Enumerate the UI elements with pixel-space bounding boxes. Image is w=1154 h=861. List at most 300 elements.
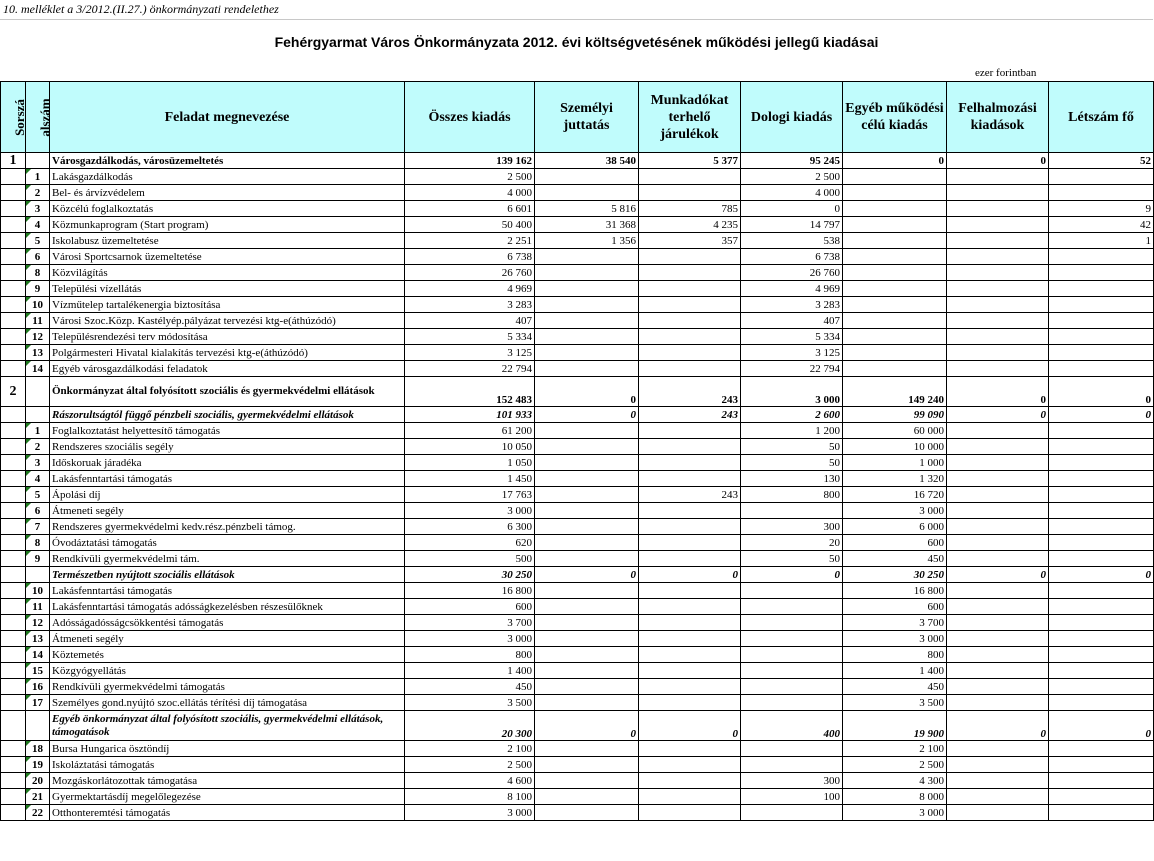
headcount-cell[interactable] bbox=[1049, 757, 1154, 773]
contrib-cell[interactable] bbox=[639, 757, 741, 773]
contrib-cell[interactable] bbox=[639, 265, 741, 281]
contrib-cell[interactable]: 243 bbox=[639, 487, 741, 503]
sorszam-cell[interactable] bbox=[1, 711, 26, 741]
alszam-cell[interactable]: 2 bbox=[26, 439, 50, 455]
task-name-cell[interactable]: Köztemetés bbox=[50, 647, 405, 663]
headcount-cell[interactable]: 0 bbox=[1049, 407, 1154, 423]
personal-cell[interactable] bbox=[535, 169, 639, 185]
other-cell[interactable]: 2 100 bbox=[843, 741, 947, 757]
contrib-cell[interactable] bbox=[639, 663, 741, 679]
headcount-cell[interactable]: 9 bbox=[1049, 201, 1154, 217]
personal-cell[interactable] bbox=[535, 265, 639, 281]
task-name-cell[interactable]: Polgármesteri Hivatal kialakítás tervezési ktg-e(áthúzódó) bbox=[50, 345, 405, 361]
task-name-cell[interactable]: Városi Szoc.Közp. Kastélyép.pályázat tervezési ktg-e(áthúzódó) bbox=[50, 313, 405, 329]
other-cell[interactable]: 4 300 bbox=[843, 773, 947, 789]
other-cell[interactable]: 1 320 bbox=[843, 471, 947, 487]
total-cell[interactable]: 600 bbox=[405, 599, 535, 615]
task-name-cell[interactable]: Vízműtelep tartalékenergia biztosítása bbox=[50, 297, 405, 313]
headcount-cell[interactable] bbox=[1049, 551, 1154, 567]
total-cell[interactable]: 8 100 bbox=[405, 789, 535, 805]
total-cell[interactable]: 22 794 bbox=[405, 361, 535, 377]
total-cell[interactable]: 139 162 bbox=[405, 153, 535, 169]
capital-cell[interactable] bbox=[947, 217, 1049, 233]
contrib-cell[interactable] bbox=[639, 329, 741, 345]
material-cell[interactable]: 6 738 bbox=[741, 249, 843, 265]
capital-cell[interactable] bbox=[947, 583, 1049, 599]
material-cell[interactable]: 4 969 bbox=[741, 281, 843, 297]
other-cell[interactable]: 3 500 bbox=[843, 695, 947, 711]
total-cell[interactable]: 30 250 bbox=[405, 567, 535, 583]
total-cell[interactable]: 500 bbox=[405, 551, 535, 567]
total-cell[interactable]: 2 251 bbox=[405, 233, 535, 249]
headcount-cell[interactable] bbox=[1049, 741, 1154, 757]
alszam-cell[interactable]: 10 bbox=[26, 297, 50, 313]
alszam-cell[interactable] bbox=[26, 153, 50, 169]
sorszam-cell[interactable] bbox=[1, 423, 26, 439]
contrib-cell[interactable] bbox=[639, 679, 741, 695]
sorszam-cell[interactable] bbox=[1, 805, 26, 821]
headcount-cell[interactable] bbox=[1049, 615, 1154, 631]
contrib-cell[interactable]: 5 377 bbox=[639, 153, 741, 169]
contrib-cell[interactable] bbox=[639, 631, 741, 647]
other-cell[interactable]: 6 000 bbox=[843, 519, 947, 535]
capital-cell[interactable] bbox=[947, 631, 1049, 647]
material-cell[interactable]: 20 bbox=[741, 535, 843, 551]
material-cell[interactable]: 50 bbox=[741, 439, 843, 455]
material-cell[interactable]: 2 600 bbox=[741, 407, 843, 423]
other-cell[interactable] bbox=[843, 233, 947, 249]
contrib-cell[interactable] bbox=[639, 297, 741, 313]
personal-cell[interactable]: 31 368 bbox=[535, 217, 639, 233]
alszam-cell[interactable]: 6 bbox=[26, 249, 50, 265]
headcount-cell[interactable] bbox=[1049, 519, 1154, 535]
alszam-cell[interactable] bbox=[26, 407, 50, 423]
other-cell[interactable]: 800 bbox=[843, 647, 947, 663]
headcount-cell[interactable] bbox=[1049, 471, 1154, 487]
alszam-cell[interactable]: 13 bbox=[26, 631, 50, 647]
alszam-cell[interactable]: 12 bbox=[26, 329, 50, 345]
total-cell[interactable]: 1 450 bbox=[405, 471, 535, 487]
capital-cell[interactable] bbox=[947, 647, 1049, 663]
sorszam-cell[interactable] bbox=[1, 471, 26, 487]
capital-cell[interactable] bbox=[947, 169, 1049, 185]
total-cell[interactable]: 5 334 bbox=[405, 329, 535, 345]
material-cell[interactable] bbox=[741, 741, 843, 757]
alszam-cell[interactable]: 1 bbox=[26, 423, 50, 439]
material-cell[interactable]: 3 125 bbox=[741, 345, 843, 361]
header-sorszam[interactable]: Sorszá bbox=[1, 82, 26, 153]
sorszam-cell[interactable] bbox=[1, 647, 26, 663]
capital-cell[interactable] bbox=[947, 281, 1049, 297]
personal-cell[interactable] bbox=[535, 741, 639, 757]
task-name-cell[interactable]: Települési vízellátás bbox=[50, 281, 405, 297]
header-jarulekok[interactable]: Munkadókat terhelő járulékok bbox=[639, 82, 741, 153]
headcount-cell[interactable] bbox=[1049, 805, 1154, 821]
material-cell[interactable]: 3 000 bbox=[741, 377, 843, 407]
alszam-cell[interactable]: 7 bbox=[26, 519, 50, 535]
contrib-cell[interactable]: 243 bbox=[639, 377, 741, 407]
capital-cell[interactable] bbox=[947, 201, 1049, 217]
other-cell[interactable] bbox=[843, 201, 947, 217]
sorszam-cell[interactable] bbox=[1, 599, 26, 615]
contrib-cell[interactable] bbox=[639, 503, 741, 519]
contrib-cell[interactable] bbox=[639, 535, 741, 551]
other-cell[interactable] bbox=[843, 281, 947, 297]
personal-cell[interactable]: 0 bbox=[535, 407, 639, 423]
total-cell[interactable]: 101 933 bbox=[405, 407, 535, 423]
other-cell[interactable] bbox=[843, 185, 947, 201]
material-cell[interactable]: 130 bbox=[741, 471, 843, 487]
total-cell[interactable]: 10 050 bbox=[405, 439, 535, 455]
total-cell[interactable]: 61 200 bbox=[405, 423, 535, 439]
alszam-cell[interactable]: 15 bbox=[26, 663, 50, 679]
sorszam-cell[interactable] bbox=[1, 329, 26, 345]
personal-cell[interactable] bbox=[535, 471, 639, 487]
sorszam-cell[interactable] bbox=[1, 201, 26, 217]
personal-cell[interactable] bbox=[535, 647, 639, 663]
task-name-cell[interactable]: Iskolabusz üzemeltetése bbox=[50, 233, 405, 249]
total-cell[interactable]: 6 738 bbox=[405, 249, 535, 265]
sorszam-cell[interactable] bbox=[1, 233, 26, 249]
headcount-cell[interactable] bbox=[1049, 169, 1154, 185]
capital-cell[interactable] bbox=[947, 361, 1049, 377]
personal-cell[interactable] bbox=[535, 329, 639, 345]
alszam-cell[interactable]: 4 bbox=[26, 471, 50, 487]
headcount-cell[interactable] bbox=[1049, 313, 1154, 329]
alszam-cell[interactable]: 17 bbox=[26, 695, 50, 711]
headcount-cell[interactable] bbox=[1049, 265, 1154, 281]
task-name-cell[interactable]: Rendszeres szociális segély bbox=[50, 439, 405, 455]
sorszam-cell[interactable] bbox=[1, 185, 26, 201]
other-cell[interactable]: 0 bbox=[843, 153, 947, 169]
task-name-cell[interactable]: Városi Sportcsarnok üzemeltetése bbox=[50, 249, 405, 265]
capital-cell[interactable] bbox=[947, 679, 1049, 695]
capital-cell[interactable] bbox=[947, 789, 1049, 805]
capital-cell[interactable] bbox=[947, 439, 1049, 455]
other-cell[interactable]: 450 bbox=[843, 679, 947, 695]
personal-cell[interactable] bbox=[535, 313, 639, 329]
header-feladat[interactable]: Feladat megnevezése bbox=[50, 82, 405, 153]
other-cell[interactable] bbox=[843, 345, 947, 361]
material-cell[interactable] bbox=[741, 757, 843, 773]
contrib-cell[interactable] bbox=[639, 551, 741, 567]
capital-cell[interactable] bbox=[947, 535, 1049, 551]
task-name-cell[interactable]: Lakásfenntartási támogatás bbox=[50, 583, 405, 599]
material-cell[interactable] bbox=[741, 583, 843, 599]
other-cell[interactable] bbox=[843, 217, 947, 233]
capital-cell[interactable] bbox=[947, 695, 1049, 711]
material-cell[interactable]: 3 283 bbox=[741, 297, 843, 313]
other-cell[interactable] bbox=[843, 249, 947, 265]
capital-cell[interactable] bbox=[947, 185, 1049, 201]
contrib-cell[interactable] bbox=[639, 789, 741, 805]
task-name-cell[interactable]: Közgyógyellátás bbox=[50, 663, 405, 679]
capital-cell[interactable] bbox=[947, 329, 1049, 345]
other-cell[interactable]: 600 bbox=[843, 535, 947, 551]
capital-cell[interactable] bbox=[947, 313, 1049, 329]
task-name-cell[interactable]: Természetben nyújtott szociális ellátások bbox=[50, 567, 405, 583]
contrib-cell[interactable]: 785 bbox=[639, 201, 741, 217]
header-alszam[interactable]: alszám bbox=[26, 82, 50, 153]
alszam-cell[interactable]: 16 bbox=[26, 679, 50, 695]
material-cell[interactable]: 300 bbox=[741, 519, 843, 535]
headcount-cell[interactable] bbox=[1049, 789, 1154, 805]
total-cell[interactable]: 4 000 bbox=[405, 185, 535, 201]
sorszam-cell[interactable] bbox=[1, 503, 26, 519]
headcount-cell[interactable]: 42 bbox=[1049, 217, 1154, 233]
headcount-cell[interactable] bbox=[1049, 663, 1154, 679]
sorszam-cell[interactable]: 2 bbox=[1, 377, 26, 407]
sorszam-cell[interactable] bbox=[1, 757, 26, 773]
header-szemelyi[interactable]: Személyi juttatás bbox=[535, 82, 639, 153]
alszam-cell[interactable]: 3 bbox=[26, 455, 50, 471]
personal-cell[interactable] bbox=[535, 583, 639, 599]
sorszam-cell[interactable] bbox=[1, 407, 26, 423]
headcount-cell[interactable] bbox=[1049, 249, 1154, 265]
headcount-cell[interactable] bbox=[1049, 423, 1154, 439]
capital-cell[interactable] bbox=[947, 471, 1049, 487]
alszam-cell[interactable]: 18 bbox=[26, 741, 50, 757]
contrib-cell[interactable] bbox=[639, 361, 741, 377]
contrib-cell[interactable] bbox=[639, 599, 741, 615]
capital-cell[interactable] bbox=[947, 741, 1049, 757]
task-name-cell[interactable]: Egyéb önkormányzat által folyósított szociális, gyermekvédelmi ellátások, támogatások bbox=[50, 711, 405, 741]
sorszam-cell[interactable] bbox=[1, 615, 26, 631]
contrib-cell[interactable] bbox=[639, 185, 741, 201]
personal-cell[interactable] bbox=[535, 757, 639, 773]
material-cell[interactable] bbox=[741, 599, 843, 615]
headcount-cell[interactable] bbox=[1049, 281, 1154, 297]
capital-cell[interactable] bbox=[947, 805, 1049, 821]
sorszam-cell[interactable] bbox=[1, 455, 26, 471]
alszam-cell[interactable] bbox=[26, 567, 50, 583]
alszam-cell[interactable]: 22 bbox=[26, 805, 50, 821]
alszam-cell[interactable]: 19 bbox=[26, 757, 50, 773]
personal-cell[interactable] bbox=[535, 345, 639, 361]
capital-cell[interactable]: 0 bbox=[947, 377, 1049, 407]
headcount-cell[interactable] bbox=[1049, 773, 1154, 789]
task-name-cell[interactable]: Közmunkaprogram (Start program) bbox=[50, 217, 405, 233]
capital-cell[interactable] bbox=[947, 345, 1049, 361]
contrib-cell[interactable] bbox=[639, 345, 741, 361]
task-name-cell[interactable]: Foglalkoztatást helyettesítő támogatás bbox=[50, 423, 405, 439]
alszam-cell[interactable]: 1 bbox=[26, 169, 50, 185]
personal-cell[interactable] bbox=[535, 487, 639, 503]
personal-cell[interactable] bbox=[535, 551, 639, 567]
alszam-cell[interactable]: 14 bbox=[26, 647, 50, 663]
headcount-cell[interactable] bbox=[1049, 599, 1154, 615]
personal-cell[interactable] bbox=[535, 439, 639, 455]
task-name-cell[interactable]: Rendkívüli gyermekvédelmi támogatás bbox=[50, 679, 405, 695]
task-name-cell[interactable]: Egyéb városgazdálkodási feladatok bbox=[50, 361, 405, 377]
other-cell[interactable]: 16 800 bbox=[843, 583, 947, 599]
capital-cell[interactable] bbox=[947, 599, 1049, 615]
task-name-cell[interactable]: Időskoruak járadéka bbox=[50, 455, 405, 471]
alszam-cell[interactable]: 9 bbox=[26, 281, 50, 297]
capital-cell[interactable] bbox=[947, 487, 1049, 503]
alszam-cell[interactable]: 21 bbox=[26, 789, 50, 805]
sorszam-cell[interactable] bbox=[1, 741, 26, 757]
capital-cell[interactable] bbox=[947, 297, 1049, 313]
contrib-cell[interactable] bbox=[639, 773, 741, 789]
material-cell[interactable] bbox=[741, 631, 843, 647]
personal-cell[interactable] bbox=[535, 789, 639, 805]
header-dologi[interactable]: Dologi kiadás bbox=[741, 82, 843, 153]
alszam-cell[interactable]: 11 bbox=[26, 599, 50, 615]
capital-cell[interactable] bbox=[947, 265, 1049, 281]
material-cell[interactable]: 400 bbox=[741, 711, 843, 741]
material-cell[interactable]: 407 bbox=[741, 313, 843, 329]
task-name-cell[interactable]: Közcélú foglalkoztatás bbox=[50, 201, 405, 217]
alszam-cell[interactable]: 12 bbox=[26, 615, 50, 631]
contrib-cell[interactable] bbox=[639, 615, 741, 631]
material-cell[interactable]: 50 bbox=[741, 455, 843, 471]
sorszam-cell[interactable] bbox=[1, 345, 26, 361]
material-cell[interactable] bbox=[741, 695, 843, 711]
total-cell[interactable]: 3 700 bbox=[405, 615, 535, 631]
total-cell[interactable]: 3 000 bbox=[405, 503, 535, 519]
alszam-cell[interactable] bbox=[26, 711, 50, 741]
material-cell[interactable] bbox=[741, 679, 843, 695]
alszam-cell[interactable]: 2 bbox=[26, 185, 50, 201]
personal-cell[interactable] bbox=[535, 631, 639, 647]
headcount-cell[interactable] bbox=[1049, 361, 1154, 377]
headcount-cell[interactable] bbox=[1049, 297, 1154, 313]
other-cell[interactable]: 3 000 bbox=[843, 503, 947, 519]
headcount-cell[interactable] bbox=[1049, 583, 1154, 599]
material-cell[interactable] bbox=[741, 663, 843, 679]
sorszam-cell[interactable] bbox=[1, 519, 26, 535]
personal-cell[interactable] bbox=[535, 663, 639, 679]
material-cell[interactable]: 1 200 bbox=[741, 423, 843, 439]
task-name-cell[interactable]: Lakásfenntartási támogatás adósságkezelésben részesülőknek bbox=[50, 599, 405, 615]
sorszam-cell[interactable] bbox=[1, 679, 26, 695]
task-name-cell[interactable]: Gyermektartásdíj megelőlegezése bbox=[50, 789, 405, 805]
headcount-cell[interactable] bbox=[1049, 439, 1154, 455]
task-name-cell[interactable]: Bursa Hungarica ösztöndíj bbox=[50, 741, 405, 757]
task-name-cell[interactable]: Mozgáskorlátozottak támogatása bbox=[50, 773, 405, 789]
other-cell[interactable]: 30 250 bbox=[843, 567, 947, 583]
contrib-cell[interactable]: 243 bbox=[639, 407, 741, 423]
capital-cell[interactable]: 0 bbox=[947, 567, 1049, 583]
material-cell[interactable]: 22 794 bbox=[741, 361, 843, 377]
total-cell[interactable]: 1 050 bbox=[405, 455, 535, 471]
alszam-cell[interactable]: 4 bbox=[26, 217, 50, 233]
contrib-cell[interactable] bbox=[639, 519, 741, 535]
other-cell[interactable] bbox=[843, 169, 947, 185]
sorszam-cell[interactable] bbox=[1, 169, 26, 185]
personal-cell[interactable] bbox=[535, 455, 639, 471]
material-cell[interactable]: 14 797 bbox=[741, 217, 843, 233]
sorszam-cell[interactable] bbox=[1, 695, 26, 711]
total-cell[interactable]: 4 600 bbox=[405, 773, 535, 789]
contrib-cell[interactable] bbox=[639, 281, 741, 297]
capital-cell[interactable] bbox=[947, 233, 1049, 249]
other-cell[interactable]: 99 090 bbox=[843, 407, 947, 423]
total-cell[interactable]: 1 400 bbox=[405, 663, 535, 679]
other-cell[interactable]: 3 000 bbox=[843, 631, 947, 647]
personal-cell[interactable]: 0 bbox=[535, 377, 639, 407]
task-name-cell[interactable]: Átmeneti segély bbox=[50, 631, 405, 647]
contrib-cell[interactable]: 357 bbox=[639, 233, 741, 249]
contrib-cell[interactable] bbox=[639, 583, 741, 599]
personal-cell[interactable]: 1 356 bbox=[535, 233, 639, 249]
total-cell[interactable]: 450 bbox=[405, 679, 535, 695]
task-name-cell[interactable]: Városgazdálkodás, városüzemeltetés bbox=[50, 153, 405, 169]
other-cell[interactable]: 3 000 bbox=[843, 805, 947, 821]
task-name-cell[interactable]: Lakásgazdálkodás bbox=[50, 169, 405, 185]
other-cell[interactable]: 149 240 bbox=[843, 377, 947, 407]
headcount-cell[interactable]: 0 bbox=[1049, 377, 1154, 407]
alszam-cell[interactable]: 8 bbox=[26, 535, 50, 551]
sorszam-cell[interactable] bbox=[1, 265, 26, 281]
total-cell[interactable]: 620 bbox=[405, 535, 535, 551]
sorszam-cell[interactable] bbox=[1, 567, 26, 583]
contrib-cell[interactable] bbox=[639, 423, 741, 439]
contrib-cell[interactable]: 0 bbox=[639, 711, 741, 741]
alszam-cell[interactable]: 5 bbox=[26, 233, 50, 249]
personal-cell[interactable]: 0 bbox=[535, 567, 639, 583]
headcount-cell[interactable] bbox=[1049, 695, 1154, 711]
total-cell[interactable]: 26 760 bbox=[405, 265, 535, 281]
capital-cell[interactable] bbox=[947, 773, 1049, 789]
material-cell[interactable] bbox=[741, 615, 843, 631]
material-cell[interactable]: 100 bbox=[741, 789, 843, 805]
contrib-cell[interactable]: 4 235 bbox=[639, 217, 741, 233]
headcount-cell[interactable] bbox=[1049, 631, 1154, 647]
headcount-cell[interactable] bbox=[1049, 487, 1154, 503]
sorszam-cell[interactable] bbox=[1, 789, 26, 805]
task-name-cell[interactable]: Településrendezési terv módosítása bbox=[50, 329, 405, 345]
capital-cell[interactable]: 0 bbox=[947, 153, 1049, 169]
personal-cell[interactable] bbox=[535, 249, 639, 265]
sorszam-cell[interactable]: 1 bbox=[1, 153, 26, 169]
personal-cell[interactable] bbox=[535, 695, 639, 711]
header-egyeb[interactable]: Egyéb működési célú kiadás bbox=[843, 82, 947, 153]
alszam-cell[interactable]: 20 bbox=[26, 773, 50, 789]
capital-cell[interactable] bbox=[947, 423, 1049, 439]
alszam-cell[interactable] bbox=[26, 377, 50, 407]
total-cell[interactable]: 4 969 bbox=[405, 281, 535, 297]
material-cell[interactable]: 4 000 bbox=[741, 185, 843, 201]
contrib-cell[interactable] bbox=[639, 169, 741, 185]
material-cell[interactable]: 0 bbox=[741, 201, 843, 217]
alszam-cell[interactable]: 3 bbox=[26, 201, 50, 217]
headcount-cell[interactable] bbox=[1049, 647, 1154, 663]
material-cell[interactable]: 50 bbox=[741, 551, 843, 567]
total-cell[interactable]: 407 bbox=[405, 313, 535, 329]
contrib-cell[interactable] bbox=[639, 741, 741, 757]
material-cell[interactable] bbox=[741, 503, 843, 519]
contrib-cell[interactable] bbox=[639, 471, 741, 487]
capital-cell[interactable] bbox=[947, 663, 1049, 679]
material-cell[interactable]: 300 bbox=[741, 773, 843, 789]
capital-cell[interactable] bbox=[947, 249, 1049, 265]
total-cell[interactable]: 2 100 bbox=[405, 741, 535, 757]
sorszam-cell[interactable] bbox=[1, 281, 26, 297]
personal-cell[interactable]: 0 bbox=[535, 711, 639, 741]
total-cell[interactable]: 3 000 bbox=[405, 805, 535, 821]
material-cell[interactable]: 26 760 bbox=[741, 265, 843, 281]
personal-cell[interactable] bbox=[535, 805, 639, 821]
personal-cell[interactable]: 38 540 bbox=[535, 153, 639, 169]
total-cell[interactable]: 152 483 bbox=[405, 377, 535, 407]
personal-cell[interactable] bbox=[535, 615, 639, 631]
material-cell[interactable]: 5 334 bbox=[741, 329, 843, 345]
other-cell[interactable]: 3 700 bbox=[843, 615, 947, 631]
total-cell[interactable]: 3 000 bbox=[405, 631, 535, 647]
contrib-cell[interactable] bbox=[639, 455, 741, 471]
